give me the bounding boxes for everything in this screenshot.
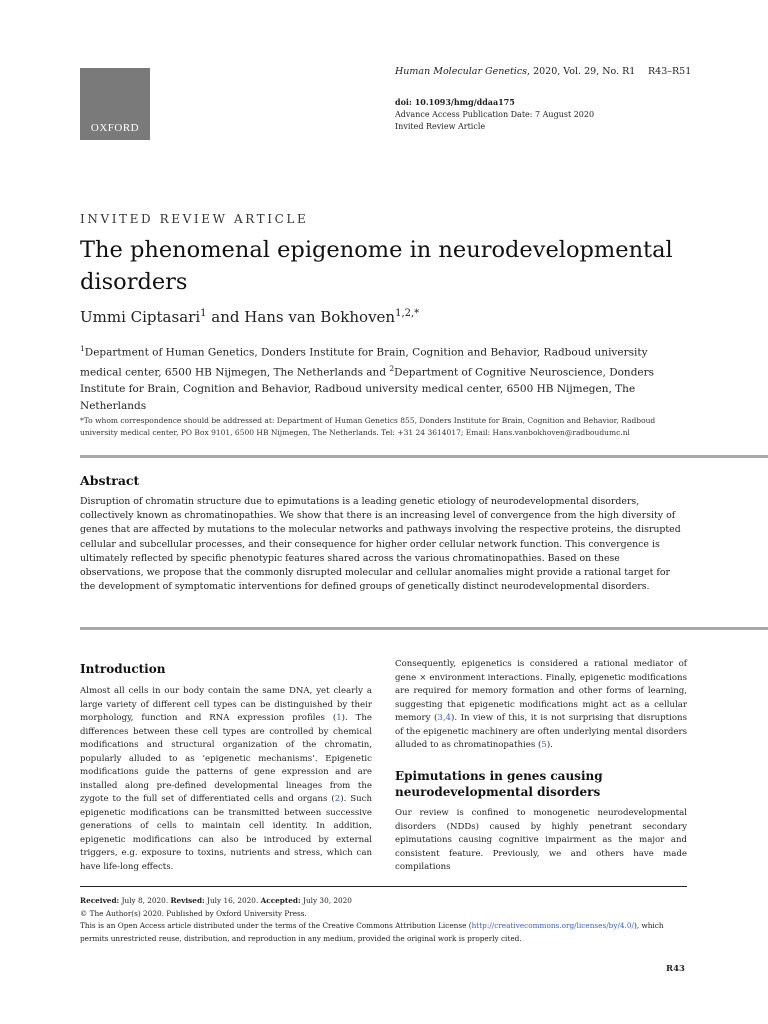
copyright: © The Author(s) 2020. Published by Oxford University Press.: [80, 908, 307, 918]
text-run: ), which permits unrestricted reuse, distribution, and reproduction in any medium, provided the original work is properly cited.: [80, 921, 664, 943]
text-run: ). In view of this, it is not surprising that disruptions of the epigenetic machinery are often underlying mental disorders alluded to as chromatinopathies (: [395, 713, 687, 750]
text-run: Almost all cells in our body contain the same DNA, yet clearly a large variety of different cell types can be distinguished by their morphology, function and RNA expression profiles (: [80, 686, 372, 723]
received-label: Received:: [80, 896, 120, 905]
article-kicker: INVITED REVIEW ARTICLE: [80, 212, 309, 226]
article-meta: [395, 96, 594, 134]
page-range: R43–R51: [648, 66, 692, 77]
affil-sup: 1: [80, 344, 85, 353]
affiliation-2: Department of Cognitive Neuroscience, Donders Institute for Brain, Cognition and Behavior, Radboud university medical center, 6500 HB Nijmegen, The Netherlands: [80, 366, 655, 412]
divider: [80, 455, 768, 458]
reference-link[interactable]: 3,4: [437, 713, 452, 723]
journal-citation: [395, 66, 635, 77]
reference-link[interactable]: 2: [334, 794, 341, 804]
affiliation-1: Department of Human Genetics, Donders Institute for Brain, Cognition and Behavior, Radboud university medical center, 6500 HB Nijmegen, The Netherlands and: [80, 346, 648, 379]
footnote-rule: [80, 886, 687, 887]
advance-access-date: Advance Access Publication Date: 7 August 2020: [395, 109, 595, 119]
license-link[interactable]: http://creativecommons.org/licenses/by/4.0/: [471, 921, 634, 930]
revised-date: July 16, 2020.: [204, 896, 261, 905]
intro-paragraph-continued: [395, 658, 687, 753]
article-title: The phenomenal epigenome in neurodevelopmental disorders: [80, 237, 673, 295]
text-run: ). Such epigenetic modifications can be transmitted between successive generations of cells to maintain cell identity. In addition, epigenetic modifications can also be introduced by external triggers, e.g. exposure to toxins, nutrients and stress, which can have life-long effects.: [80, 794, 372, 872]
reference-link[interactable]: 1: [336, 713, 342, 723]
author-join: and: [206, 308, 245, 326]
author-name[interactable]: Ummi Ciptasari: [80, 308, 201, 326]
dates-line: [80, 895, 690, 908]
abstract-text: Disruption of chromatin structure due to epimutations is a leading genetic etiology of neurodevelopmental disorders, collectively known as chromatinopathies. We show that there is an increasing level of convergence from the high diversity of genes that are affected by mutations to the molecular networks and pathways involving the respective proteins, the disrupted cellular and subcellular processes, and their consequence for higher order cellular network function. This convergence is ultimately reflected by specific phenotypic features shared across the various chromatinopathies. Based on these observations, we propose that the commonly disrupted molecular and cellular anomalies might provide a rational target for the development of symptomatic interventions for defined groups of genetically distinct neurodevelopmental disorders.: [80, 496, 681, 593]
affil-sup: 2: [389, 364, 395, 373]
correspondence: *To whom correspondence should be addressed at: Department of Human Genetics 855, Donders Institute for Brain, Cognition and Behavior, Radboud university medical center, PO Box 9101, 6500 HB Nijmegen, The Netherlands. Tel: +31 24 3614017; Email: Hans.vanbokhoven@radboudumc.nl: [80, 416, 656, 437]
affiliations: [80, 341, 680, 414]
epimutations-paragraph: Our review is confined to monogenetic neurodevelopmental disorders (NDDs) caused by highly penetrant secondary epimutations causing cognitive impairment as the major and consistent feature. Previously, we and others have made compilations: [395, 808, 687, 872]
oxford-logo: [80, 68, 150, 140]
reference-link[interactable]: 5: [541, 740, 547, 750]
text-run: Consequently, epigenetics is considered a rational mediator of gene × environment interactions. Finally, epigenetic modifications are required for memory formation and other forms of learning, suggesting that epigenetic modifications might act as a cellular memory (: [395, 659, 687, 723]
doi[interactable]: doi: 10.1093/hmg/ddaa175: [395, 97, 515, 107]
footnote-block: [80, 895, 690, 945]
journal-volume: , 2020, Vol. 29, No. R1: [527, 66, 636, 77]
text-run: ).: [546, 740, 553, 750]
text-run: This is an Open Access article distributed under the terms of the Creative Commons Attribution License (: [80, 921, 472, 930]
journal-name: Human Molecular Genetics: [395, 66, 528, 77]
divider: [80, 627, 768, 630]
accepted-label: Accepted:: [260, 896, 301, 905]
accepted-date: July 30, 2020: [300, 896, 352, 905]
author-affil-sup: 1: [200, 308, 207, 319]
page-number: R43: [666, 964, 685, 974]
section-heading-epimutations: Epimutations in genes causing neurodevelopmental disorders: [395, 769, 603, 799]
text-run: ). The differences between these cell types are controlled by chemical modifications and structural organization of the chromatin, popularly alluded to as ‘epigenetic mechanisms’. Epigenetic modifications guide the patterns of gene expression and are installed along pre-defined developmental lineages from the zygote to the full set of differentiated cells and organs (: [80, 713, 372, 804]
authors: [80, 308, 419, 326]
license-text: [80, 920, 690, 945]
logo-text: OXFORD: [90, 122, 140, 134]
author-affil-sup: 1,2,*: [395, 308, 420, 319]
section-heading-introduction: Introduction: [80, 662, 166, 676]
intro-paragraph: [80, 685, 372, 874]
article-type-small: Invited Review Article: [395, 122, 486, 131]
author-name[interactable]: Hans van Bokhoven: [244, 308, 396, 326]
received-date: July 8, 2020.: [119, 896, 171, 905]
abstract-heading: Abstract: [80, 473, 140, 488]
revised-label: Revised:: [170, 896, 205, 905]
